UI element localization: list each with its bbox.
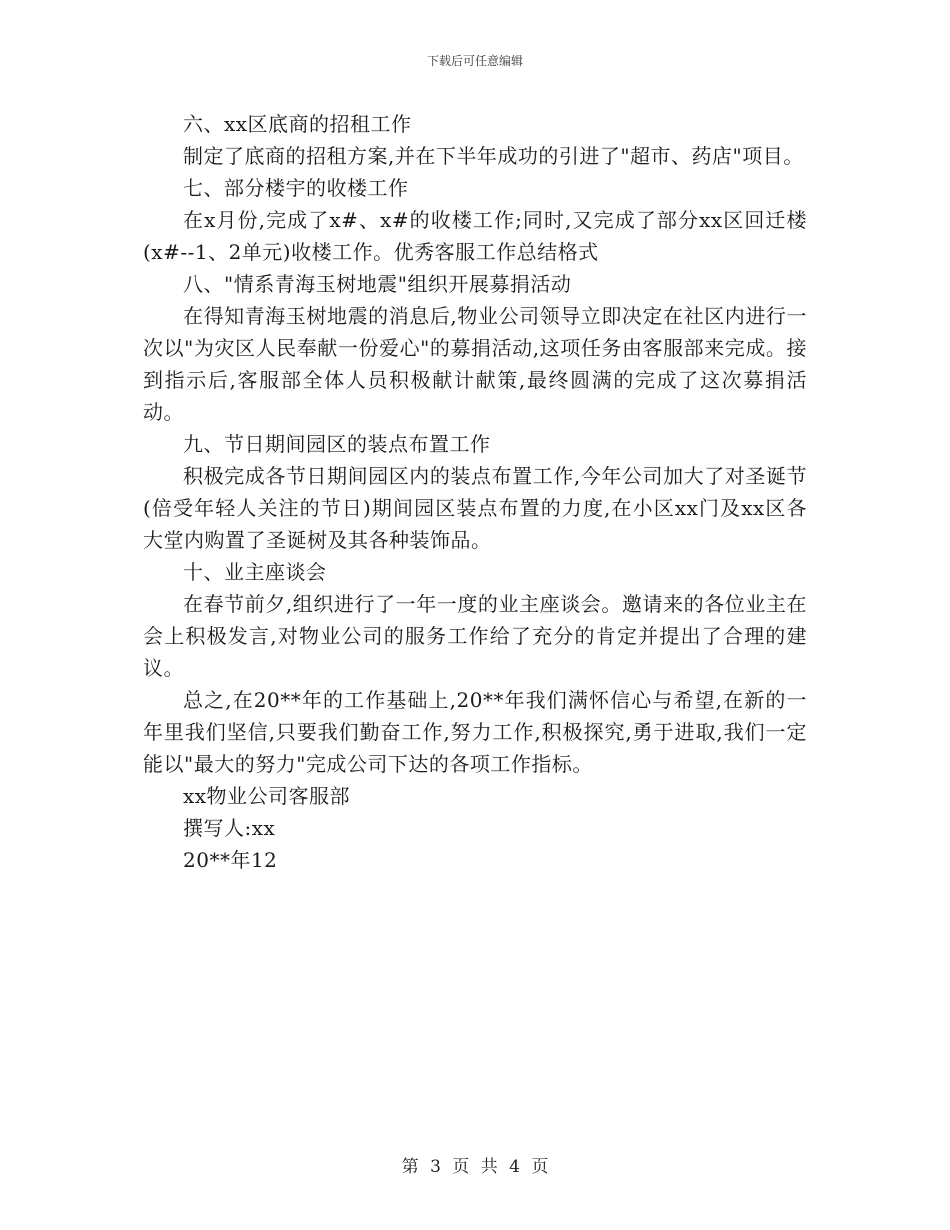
paragraph-conclusion: 总之,在20**年的工作基础上,20**年我们满怀信心与希望,在新的一年里我们坚信,只要我们勤奋工作,努力工作,积极探究,勇于进取,我们一定能以"最大的努力"完成公司下达的各项工作指标。 — [143, 688, 807, 776]
section-heading-10: 十、业主座谈会 — [183, 560, 327, 584]
section-heading-8: 八、"情系青海玉树地震"组织开展募捐活动 — [183, 272, 572, 296]
section-heading-6: 六、xx区底商的招租工作 — [183, 112, 412, 136]
paragraph-donation: 在得知青海玉树地震的消息后,物业公司领导立即决定在社区内进行一次以"为灾区人民奉献一份爱心"的募捐活动,这项任务由客服部来完成。接到指示后,客服部全体人员积极献计献策,最终圆满的完成了这次募捐活动。 — [143, 304, 807, 424]
paragraph-owner-meeting: 在春节前夕,组织进行了一年一度的业主座谈会。邀请来的各位业主在会上积极发言,对物业公司的服务工作给了充分的肯定并提出了合理的建议。 — [143, 592, 807, 680]
paragraph-leasing: 制定了底商的招租方案,并在下半年成功的引进了"超市、药店"项目。 — [183, 144, 804, 168]
section-heading-7: 七、部分楼宇的收楼工作 — [183, 176, 409, 200]
document-body — [143, 108, 807, 876]
paragraph-handover: 在x月份,完成了x#、x#的收楼工作;同时,又完成了部分xx区回迁楼(x#--1、2单元)收楼工作。优秀客服工作总结格式 — [143, 208, 807, 264]
signature-author: 撰写人:xx — [183, 816, 276, 840]
page-number: 第 3 页 共 4 页 — [401, 1157, 549, 1177]
signature-date: 20**年12 — [183, 848, 278, 872]
signature-department: xx物业公司客服部 — [183, 784, 351, 808]
section-heading-9: 九、节日期间园区的装点布置工作 — [183, 432, 491, 456]
page-header: 下载后可任意编辑 — [426, 54, 523, 68]
paragraph-decoration: 积极完成各节日期间园区内的装点布置工作,今年公司加大了对圣诞节(倍受年轻人关注的节日)期间园区装点布置的力度,在小区xx门及xx区各大堂内购置了圣诞树及其各种装饰品。 — [143, 464, 807, 552]
